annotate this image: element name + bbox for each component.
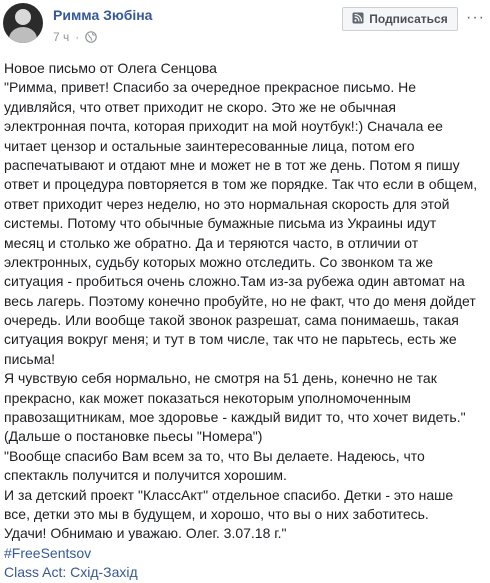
post-body: [4, 59, 486, 583]
post-text-line: ответ и процедура повторяется в том же порядке. Так что если в общем,: [4, 176, 478, 193]
post-text: [4, 59, 486, 544]
post-text-line: "Римма, привет! Спасибо за очередное прекрасное письмо. Не: [4, 79, 417, 96]
post-text-line: ситуация - пробиться очень сложно.Там из-за рубежа один автомат на: [4, 273, 465, 290]
post-text-line: Я чувствую себя нормально, не смотря на 51 день, конечно не так: [4, 370, 437, 387]
rss-icon: [352, 12, 364, 27]
post-text-line: Новое письмо от Олега Сенцова: [4, 60, 217, 76]
post-header: [0, 0, 490, 56]
post-text-line: "Вообще спасибо Вам всем за то, что Вы делаете. Надеюсь, что: [4, 447, 425, 464]
author-name[interactable]: Римма Зюбіна: [53, 7, 153, 23]
post-text-line: читает цензор и остальные заинтересованные лица, потом его: [4, 137, 415, 154]
post-text-line: И за детский проект "КлассАкт" отдельное спасибо. Детки - это наше: [4, 486, 454, 503]
more-options-icon[interactable]: ···: [466, 9, 485, 26]
subscribe-button[interactable]: [342, 7, 458, 31]
post-text-line: месяц и столько же обратно. Да и теряются часто, в отличии от: [4, 234, 419, 251]
post-text-line: распечатывают и отдают мне и может не в тот же день. Потом я пишу: [4, 156, 460, 173]
post-time[interactable]: 7 ч: [53, 30, 70, 44]
post-text-line: очередь. Или вообще такой звонок разрешат, сама понимаешь, такая: [4, 312, 459, 329]
post-text-line: системы. Потому что обычные бумажные письма из Украины идут: [4, 215, 437, 232]
post-text-line: спектакль получится и получится хорошим.: [4, 467, 287, 484]
hashtag-link[interactable]: #FreeSentsov: [4, 544, 92, 561]
post-text-line: электронных, судьбу которых можно отследить. Со звонком та же: [4, 253, 434, 270]
post-text-line: ситуация вокруг меня; и тут в том числе, так что не парьтесь, есть же: [4, 331, 457, 348]
globe-icon[interactable]: [85, 31, 97, 43]
subscribe-label: Подписаться: [369, 12, 448, 26]
post-text-line: удивляйся, что ответ приходит не скоро. Это же не обычная: [4, 98, 396, 115]
avatar[interactable]: [3, 3, 43, 43]
meta-separator: ·: [75, 30, 80, 44]
post-text-line: правозащитникам, мое здоровье - каждый видит то, что хочет видеть.": [4, 409, 466, 426]
post-text-line: все, детки это мы в будущем, и хорошо, что вы о них заботитесь.: [4, 505, 429, 522]
post-text-line: электронная почта, которая приходит на мой ноутбук!:) Сначала ее: [4, 118, 443, 135]
post-text-line: ответ приходит через неделю, но это нормальная скорость для этой: [4, 195, 450, 212]
post-text-line: Удачи! Обнимаю и уважаю. Олег. 3.07.18 г.": [4, 525, 287, 542]
post-meta: [53, 30, 97, 44]
post-text-line: прекрасно, как может показаться некоторым уполномоченным: [4, 389, 411, 406]
post-text-line: письма!: [4, 350, 55, 367]
post-text-line: (Дальше о постановке пьесы "Номера"): [4, 428, 263, 445]
class-act-link[interactable]: Class Act: Схід-Захід: [4, 564, 138, 581]
post-text-line: весь лагерь. Поэтому конечно пробуйте, но не факт, что до меня дойдет: [4, 292, 476, 309]
